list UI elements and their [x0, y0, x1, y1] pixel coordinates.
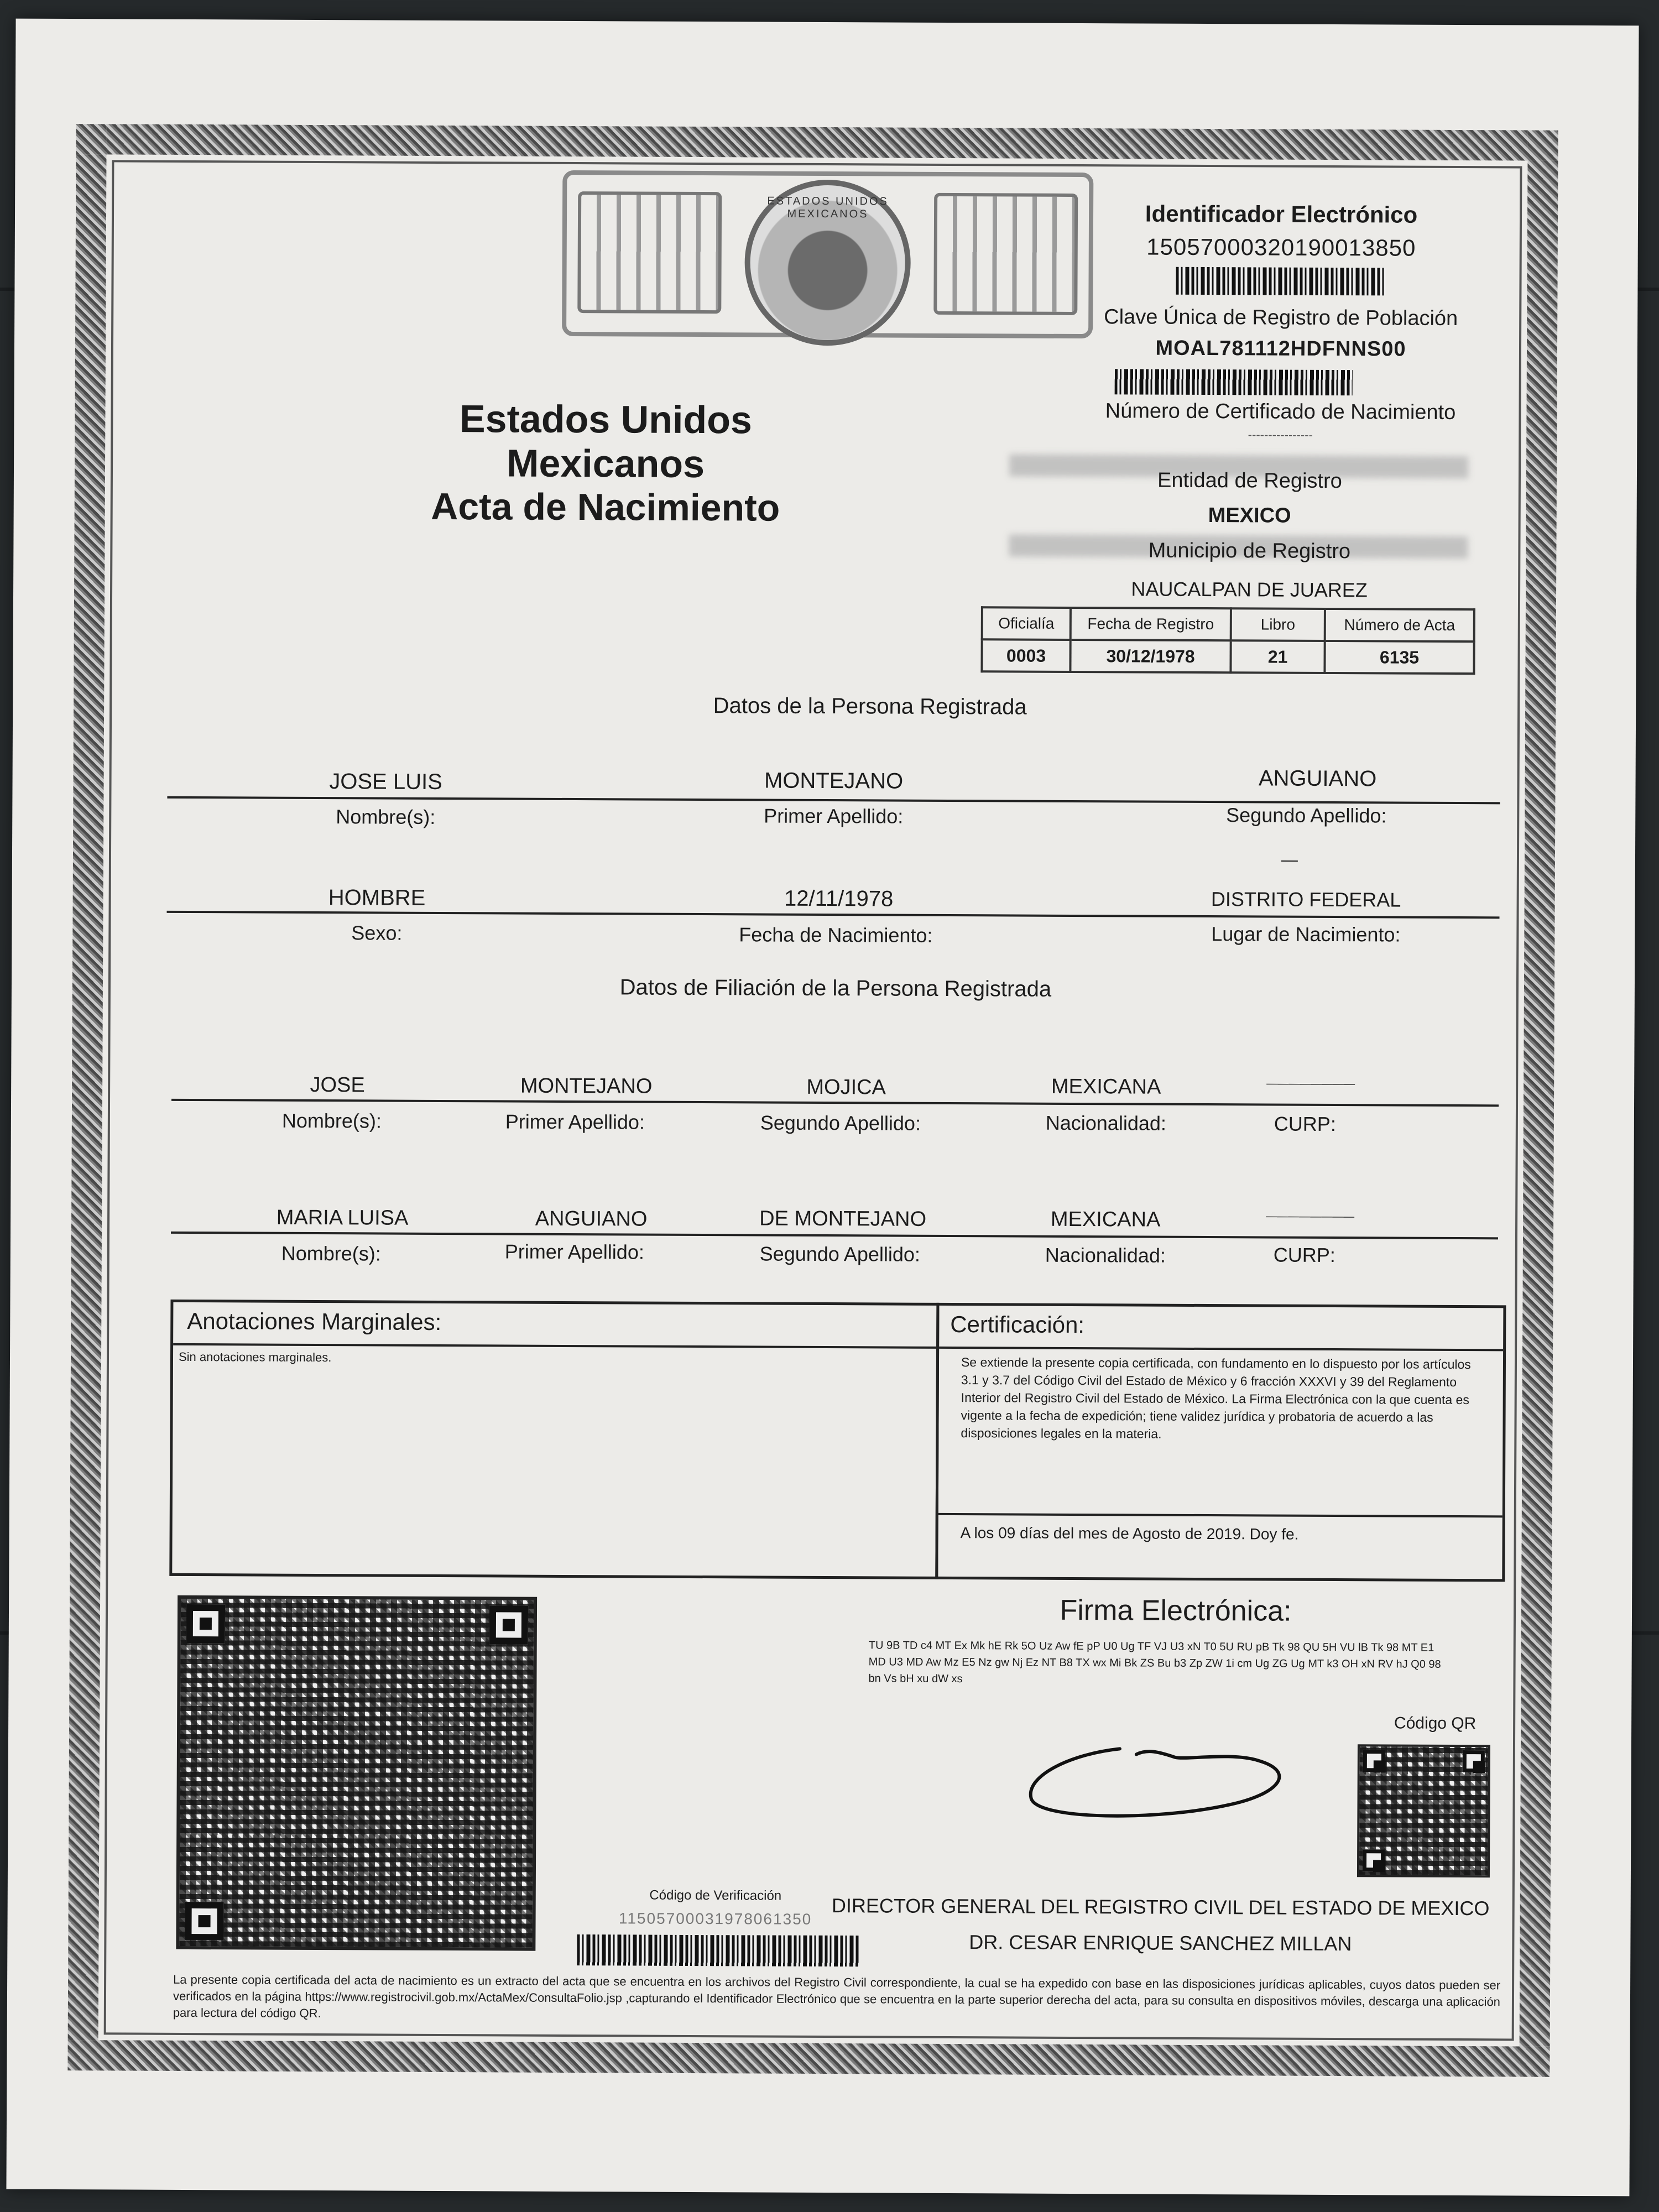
birth-certificate-page [6, 19, 1639, 2197]
electronic-id-barcode [1176, 267, 1386, 296]
parent2-curp-label: CURP: [1273, 1243, 1335, 1267]
registry-entity-value: MEXICO [1208, 504, 1291, 528]
sex-label: Sexo: [351, 921, 403, 945]
birth-place-extra: — [1281, 851, 1298, 869]
header-numero-acta: Número de Acta [1325, 609, 1474, 641]
certification-divider [939, 1347, 1503, 1351]
footer-legal-text: La presente copia certificada del acta de nacimiento es un extracto del acta que se encuentra en los archivos del Registro Civil correspondiente, la cual se ha expedido con base en las disposiciones jurídicas aplicables, cuyos datos pueden ser verificados en la página https://www.registrocivil.gob.mx/ActaMex/ConsultaFolio.jsp ,capturando el Identificador Electrónico que se encuentra en la parte superior derecha del acta, para su consulta en dispositivos móviles, descarga una aplicación para lectura del código QR. [173, 1972, 1501, 2021]
qr-code-label: Código QR [1394, 1714, 1477, 1733]
parent2-nationality-label: Nacionalidad: [1045, 1243, 1166, 1267]
country-title: Estados Unidos Mexicanos [459, 397, 753, 486]
parent2-second-surname: DE MONTEJANO [759, 1207, 927, 1231]
parent2-nationality: MEXICANA [1050, 1207, 1161, 1232]
certificate-number-value: ---------------- [1248, 427, 1313, 442]
national-seal-icon [744, 179, 911, 346]
annotations-title: Anotaciones Marginales: [187, 1307, 442, 1335]
curp-label: Clave Única de Registro de Población [1104, 305, 1458, 330]
qr-finder [1463, 1750, 1485, 1772]
handwritten-signature-icon [1020, 1738, 1308, 1827]
sex-value: HOMBRE [328, 885, 426, 910]
parent1-nationality: MEXICANA [1051, 1074, 1161, 1099]
parent1-first-surname: MONTEJANO [520, 1074, 653, 1098]
qr-finder [185, 1902, 223, 1940]
seal-text: ESTADOS UNIDOS MEXICANOS [767, 195, 889, 221]
value-fecha-registro: 30/12/1978 [1070, 640, 1230, 672]
header-fecha-registro: Fecha de Registro [1071, 608, 1231, 640]
large-qr-code [176, 1595, 537, 1951]
parent1-curp-label: CURP: [1274, 1112, 1336, 1136]
parent1-given-names-label: Nombre(s): [281, 1109, 382, 1133]
parent1-given-names: JOSE [310, 1073, 365, 1097]
document-title: Acta de Nacimiento [431, 485, 780, 529]
qr-finder [186, 1604, 225, 1643]
header-oficialia: Oficialía [982, 607, 1071, 640]
small-qr-code [1357, 1744, 1490, 1877]
registry-table [980, 606, 1475, 675]
parent2-first-surname-label: Primer Apellido: [504, 1240, 644, 1264]
qr-finder [1363, 1849, 1385, 1871]
qr-finder [489, 1605, 528, 1644]
first-surname-label: Primer Apellido: [764, 804, 904, 828]
electronic-id-value: 15057000320190013850 [1146, 233, 1416, 261]
greca-ornament-right [933, 193, 1078, 315]
given-names-value: JOSE LUIS [329, 769, 442, 794]
certification-box [935, 1303, 1506, 1582]
certification-divider [938, 1513, 1503, 1517]
director-title: DIRECTOR GENERAL DEL REGISTRO CIVIL DEL ESTADO DE MEXICO [831, 1894, 1490, 1920]
director-name: DR. CESAR ENRIQUE SANCHEZ MILLAN [969, 1931, 1352, 1955]
parent2-given-names-label: Nombre(s): [281, 1241, 381, 1265]
first-surname-value: MONTEJANO [764, 768, 904, 794]
parent2-first-surname: ANGUIANO [535, 1207, 648, 1231]
electronic-signature-hash: TU 9B TD c4 MT Ex Mk hE Rk 5O Uz Aw fE pP U0 Ug TF VJ U3 xN T0 5U RU pB Tk 98 QU 5H VU lB Tk 98 MT E1 MD U3 MD Aw Mz E5 Nz gw Nj Ez NT B8 TX wx Mi Bk ZS Bu b3 Zp ZW 1i cm Ug ZG Ug MT k3 OH xN RV hJ Q0 98 bn Vs bH xu dW xs [868, 1639, 1441, 1686]
parent1-second-surname: MOJICA [806, 1075, 886, 1099]
qr-finder [1363, 1750, 1385, 1772]
birth-date-label: Fecha de Nacimiento: [739, 923, 933, 947]
greca-ornament-left [577, 191, 722, 314]
registered-person-section-title: Datos de la Persona Registrada [713, 693, 1027, 719]
parent2-given-names: MARIA LUISA [276, 1206, 409, 1230]
birth-place-label: Lugar de Nacimiento: [1211, 922, 1401, 946]
verification-code-label: Código de Verificación [649, 1887, 782, 1903]
given-names-label: Nombre(s): [336, 805, 436, 828]
registry-entity-label: Entidad de Registro [1157, 468, 1342, 493]
annotations-divider [173, 1343, 936, 1349]
certificate-number-label: Número de Certificado de Nacimiento [1105, 399, 1456, 424]
filiation-section-title: Datos de Filiación de la Persona Registrada [619, 975, 1052, 1001]
registry-municipality-label: Municipio de Registro [1148, 539, 1351, 564]
parent1-first-surname-label: Primer Apellido: [505, 1110, 645, 1134]
certification-title: Certificación: [950, 1311, 1085, 1338]
verification-code-value: 115057000319780613​50 [618, 1910, 812, 1928]
second-surname-label: Segundo Apellido: [1226, 804, 1387, 827]
annotations-text: Sin anotaciones marginales. [178, 1349, 332, 1365]
birth-date-value: 12/11/1978 [784, 886, 894, 911]
second-surname-value: ANGUIANO [1258, 766, 1377, 791]
value-oficialia: 0003 [982, 639, 1070, 672]
electronic-signature-title: Firma Electrónica: [1060, 1594, 1292, 1627]
annotations-box [169, 1300, 939, 1579]
value-numero-acta: 6135 [1324, 641, 1474, 674]
certification-date-line: A los 09 días del mes de Agosto de 2019. Doy fe. [960, 1524, 1299, 1543]
registry-municipality-value: NAUCALPAN DE JUAREZ [1131, 577, 1368, 602]
header-libro: Libro [1231, 608, 1325, 641]
parent1-second-surname-label: Segundo Apellido: [760, 1111, 921, 1135]
parent1-nationality-label: Nacionalidad: [1045, 1111, 1167, 1135]
parent1-curp: ———————— [1266, 1077, 1355, 1091]
value-libro: 21 [1230, 640, 1324, 673]
parent2-curp: ———————— [1266, 1210, 1355, 1223]
electronic-id-label: Identificador Electrónico [1145, 200, 1418, 228]
parent2-second-surname-label: Segundo Apellido: [759, 1242, 921, 1266]
birth-place-value: DISTRITO FEDERAL [1211, 888, 1401, 911]
curp-barcode [1115, 369, 1353, 395]
curp-value: MOAL781112HDFNNS00 [1155, 336, 1406, 361]
certification-text: Se extiende la presente copia certificada, con fundamento en lo dispuesto por los artículos 3.1 y 3.7 del Código Civil del Estado de México y 6 fracción XXXVI y 39 del Reglamento Interior del Registro Civil del Estado de México. La Firma Electrónica con la que cuenta es vigente a la fecha de expedición; tiene validez jurídica y probatoria de acuerdo a las disposiciones legales en la materia. [961, 1355, 1471, 1441]
